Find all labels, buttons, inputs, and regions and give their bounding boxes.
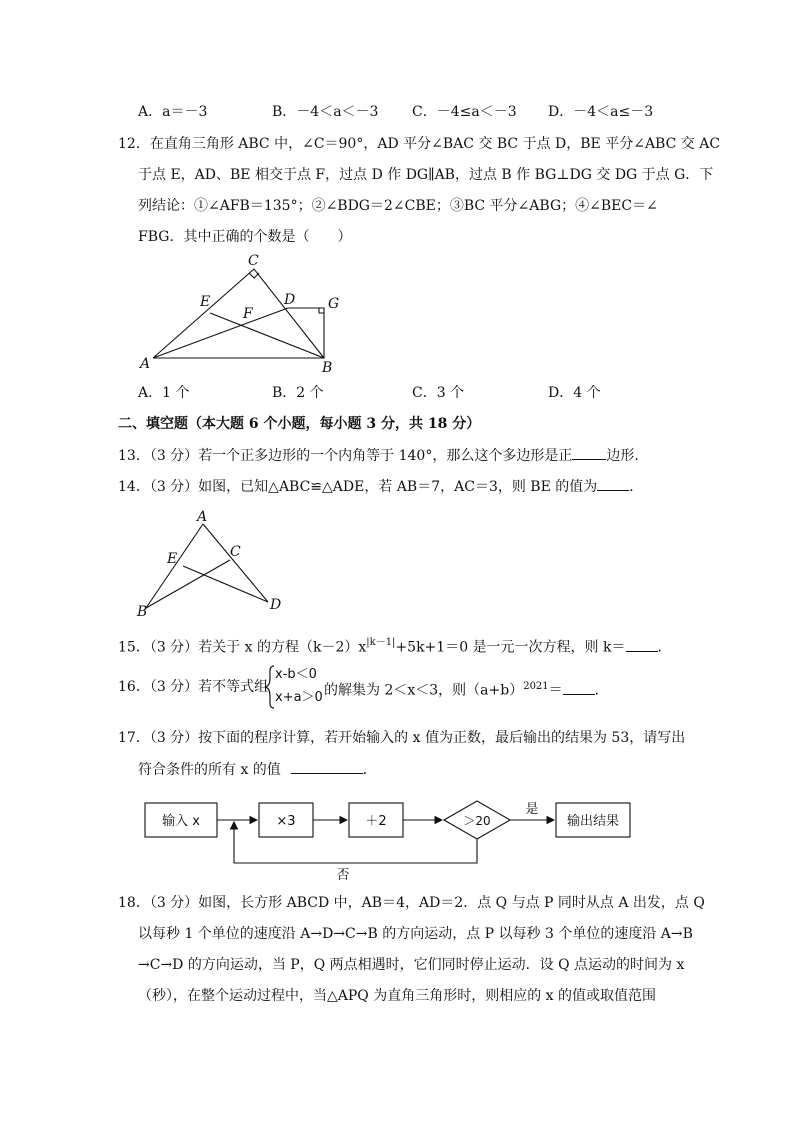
label-c: C: [230, 544, 241, 560]
q15-tail: ．: [657, 639, 672, 656]
q12-line-4: FBG．其中正确的个数是（ ）: [138, 229, 352, 245]
q17-text: 符合条件的所有 x 的值: [138, 762, 281, 778]
q11-option-b: B．－4＜a＜－3: [272, 104, 379, 120]
label-a: A: [197, 509, 208, 525]
label-d: D: [284, 292, 296, 308]
flow-condition-label: ＞20: [463, 814, 491, 828]
right-angle-c: [249, 273, 259, 278]
segment-ad: [203, 524, 268, 602]
q16-prefix: 16．（3 分）若不等式组: [118, 679, 269, 695]
right-angle-g: [319, 308, 324, 313]
q12-triangle-figure: [130, 252, 350, 377]
q16-equals: ＝: [548, 682, 563, 699]
q17-blank: [291, 759, 363, 774]
q14-text: 14．（3 分）如图，已知△ABC≌△ADE，若 AB＝7，AC＝3，则 BE 的值为: [118, 479, 598, 495]
q17-line-1: 17．（3 分）按下面的程序计算，若开始输入的 x 值为正数，最后输出的结果为 53，请写出: [118, 730, 686, 746]
q11-option-d: D．－4＜a≤－3: [548, 104, 654, 120]
label-d: D: [270, 597, 282, 613]
label-c: C: [248, 253, 259, 269]
q13-text: 13．（3 分）若一个正多边形的一个内角等于 140°，那么这个多边形是正: [118, 448, 573, 464]
q12-line-2: 于点 E，AD、BE 相交于点 F，过点 D 作 DG∥AB，过点 B 作 BG⊥DG 交 DG 于点 G．下: [138, 167, 714, 183]
flow-loop-no: [234, 822, 477, 863]
label-a: A: [140, 356, 151, 372]
label-b: B: [322, 360, 333, 376]
q18-line-2: 以每秒 1 个单位的速度沿 A→D→C→B 的方向运动，点 P 以每秒 3 个单位的速度沿 A→B: [138, 926, 693, 942]
q17-tail: ．: [362, 762, 377, 778]
q16-inequality-1: x-b＜0: [275, 667, 317, 682]
q11-option-a: A．a＝－3: [138, 104, 208, 120]
q15-text: 15．（3 分）若关于 x 的方程（k－2）x: [118, 639, 367, 656]
q14-blank: [597, 476, 629, 491]
question-13: [118, 445, 648, 466]
q15-text-mid: +5k+1＝0 是一元一次方程，则 k＝: [395, 639, 626, 656]
segment-ad: [153, 308, 288, 358]
label-e: E: [167, 551, 178, 567]
q12-line-3: 列结论：①∠AFB＝135°；②∠BDG＝2∠CBE；③BC 平分∠ABG；④∠BEC＝∠: [138, 198, 658, 214]
question-14: [118, 476, 643, 497]
flow-no-label: 否: [336, 868, 350, 883]
flow-plus2-label: ＋2: [365, 814, 387, 829]
label-g: G: [328, 296, 340, 312]
question-15: [118, 634, 672, 658]
q12-option-b: B．2 个: [272, 385, 324, 401]
q16-text-mid: 的解集为 2＜x＜3，则（a+b）: [324, 682, 524, 699]
q15-exponent: |k－1|: [366, 637, 396, 648]
q16-rest: [324, 677, 609, 701]
q15-blank: [626, 637, 658, 652]
q11-option-c: C．－4≤a＜－3: [412, 104, 517, 120]
label-b: B: [137, 604, 148, 616]
section-2-title: 二、填空题（本大题 6 个小题，每小题 3 分，共 18 分）: [118, 416, 481, 432]
q17-flowchart: [140, 795, 640, 885]
q16-blank: [563, 680, 595, 695]
label-f: F: [243, 306, 253, 322]
q18-line-1: 18．（3 分）如图，长方形 ABCD 中，AB＝4，AD＝2．点 Q 与点 P 同时从点 A 出发，点 Q: [118, 895, 705, 911]
q16-inequality-2: x+a＞0: [275, 690, 323, 705]
segment-de: [183, 566, 268, 602]
q18-line-3: →C→D 的方向运动，当 P，Q 两点相遇时，它们同时停止运动．设 Q 点运动的时间为 x: [138, 957, 685, 973]
q13-tail: 边形．: [606, 448, 649, 464]
q16-tail: ．: [594, 682, 609, 699]
flow-times3-label: ×3: [276, 814, 296, 829]
triangle-abc: [153, 269, 324, 358]
q14-figure: [130, 508, 290, 616]
flow-input-label: 输入 x: [162, 814, 200, 829]
label-e: E: [200, 294, 211, 310]
flow-output-label: 输出结果: [566, 814, 620, 829]
q12-option-d: D．4 个: [548, 385, 601, 401]
q17-line-2: [138, 759, 377, 780]
q16-exponent: 2021: [523, 681, 549, 692]
q13-blank: [572, 445, 606, 460]
q14-tail: ．: [629, 479, 644, 495]
flow-yes-label: 是: [525, 802, 539, 817]
segment-bc: [146, 560, 230, 608]
q12-line-1: 12．在直角三角形 ABC 中，∠C＝90°，AD 平分∠BAC 交 BC 于点 D，BE 平分∠ABC 交 AC: [118, 136, 721, 152]
q12-option-a: A．1 个: [138, 385, 190, 401]
q18-line-4: （秒），在整个运动过程中，当△APQ 为直角三角形时，则相应的 x 的值或取值范围: [138, 988, 657, 1004]
q12-option-c: C．3 个: [412, 385, 465, 401]
